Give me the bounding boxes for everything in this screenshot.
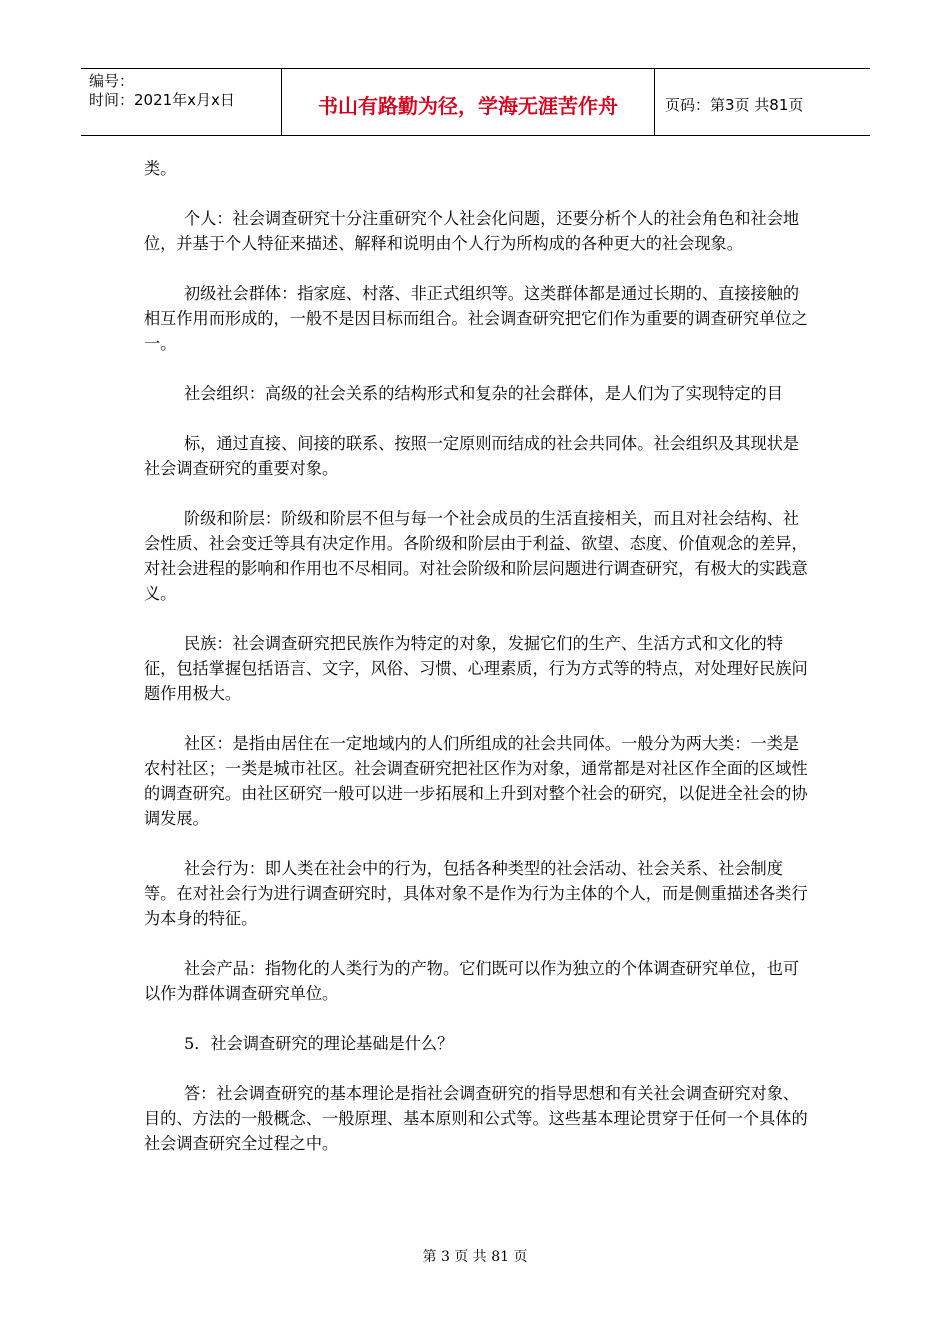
question-heading: 5．社会调查研究的理论基础是什么？	[184, 1034, 454, 1053]
document-header	[81, 68, 870, 136]
paragraph: 社会组织：高级的社会关系的结构形式和复杂的社会群体，是人们为了实现特定的目	[184, 384, 783, 403]
header-motto: 书山有路勤为径，学海无涯苦作舟	[282, 69, 655, 135]
header-meta	[81, 69, 282, 135]
paragraph: 标，通过直接、间接的联系、按照一定原则而结成的社会共同体。社会组织及其现状是社会调查研究的重要对象。	[144, 434, 800, 478]
page-footer: 第 3 页 共 81 页	[422, 1249, 528, 1265]
document-body	[144, 156, 810, 1181]
number-label: 编号：	[89, 72, 135, 90]
header-page-info: 页码：第3页 共81页	[665, 95, 804, 114]
paragraph: 社会产品：指物化的人类行为的产物。它们既可以作为独立的个体调查研究单位，也可以作为群体调查研究单位。	[144, 959, 800, 1003]
paragraph: 社区：是指由居住在一定地域内的人们所组成的社会共同体。一般分为两大类：一类是农村社区；一类是城市社区。社会调查研究把社区作为对象，通常都是对社区作全面的区域性的调查研究。由社区研究一般可以进一步拓展和上升到对整个社会的研究，以促进全社会的协调发展。	[144, 734, 808, 828]
time-label: 时间：2021年x月x日	[89, 91, 235, 109]
paragraph: 阶级和阶层：阶级和阶层不但与每一个社会成员的生活直接相关，而且对社会结构、社会性质、社会变迁等具有决定作用。各阶级和阶层由于利益、欲望、态度、价值观念的差异，对社会进程的影响和作用也不尽相同。对社会阶级和阶层问题进行调查研究，有极大的实践意义。	[144, 509, 808, 603]
answer-paragraph: 答：社会调查研究的基本理论是指社会调查研究的指导思想和有关社会调查研究对象、目的、方法的一般概念、一般原理、基本原则和公式等。这些基本理论贯穿于任何一个具体的社会调查研究全过程之中。	[144, 1084, 808, 1153]
paragraph: 民族：社会调查研究把民族作为特定的对象，发掘它们的生产、生活方式和文化的特征，包括掌握包括语言、文字，风俗、习惯、心理素质，行为方式等的特点，对处理好民族问题作用极大。	[144, 634, 808, 703]
paragraph: 社会行为：即人类在社会中的行为，包括各种类型的社会活动、社会关系、社会制度等。在对社会行为进行调查研究时，具体对象不是作为行为主体的个人，而是侧重描述各类行为本身的特征。	[144, 859, 808, 928]
paragraph: 类。	[144, 159, 177, 178]
paragraph: 初级社会群体：指家庭、村落、非正式组织等。这类群体都是通过长期的、直接接触的相互作用而形成的，一般不是因目标而组合。社会调查研究把它们作为重要的调查研究单位之一。	[144, 284, 808, 353]
paragraph: 个人：社会调查研究十分注重研究个人社会化问题，还要分析个人的社会角色和社会地位，并基于个人特征来描述、解释和说明由个人行为所构成的各种更大的社会现象。	[144, 209, 800, 253]
